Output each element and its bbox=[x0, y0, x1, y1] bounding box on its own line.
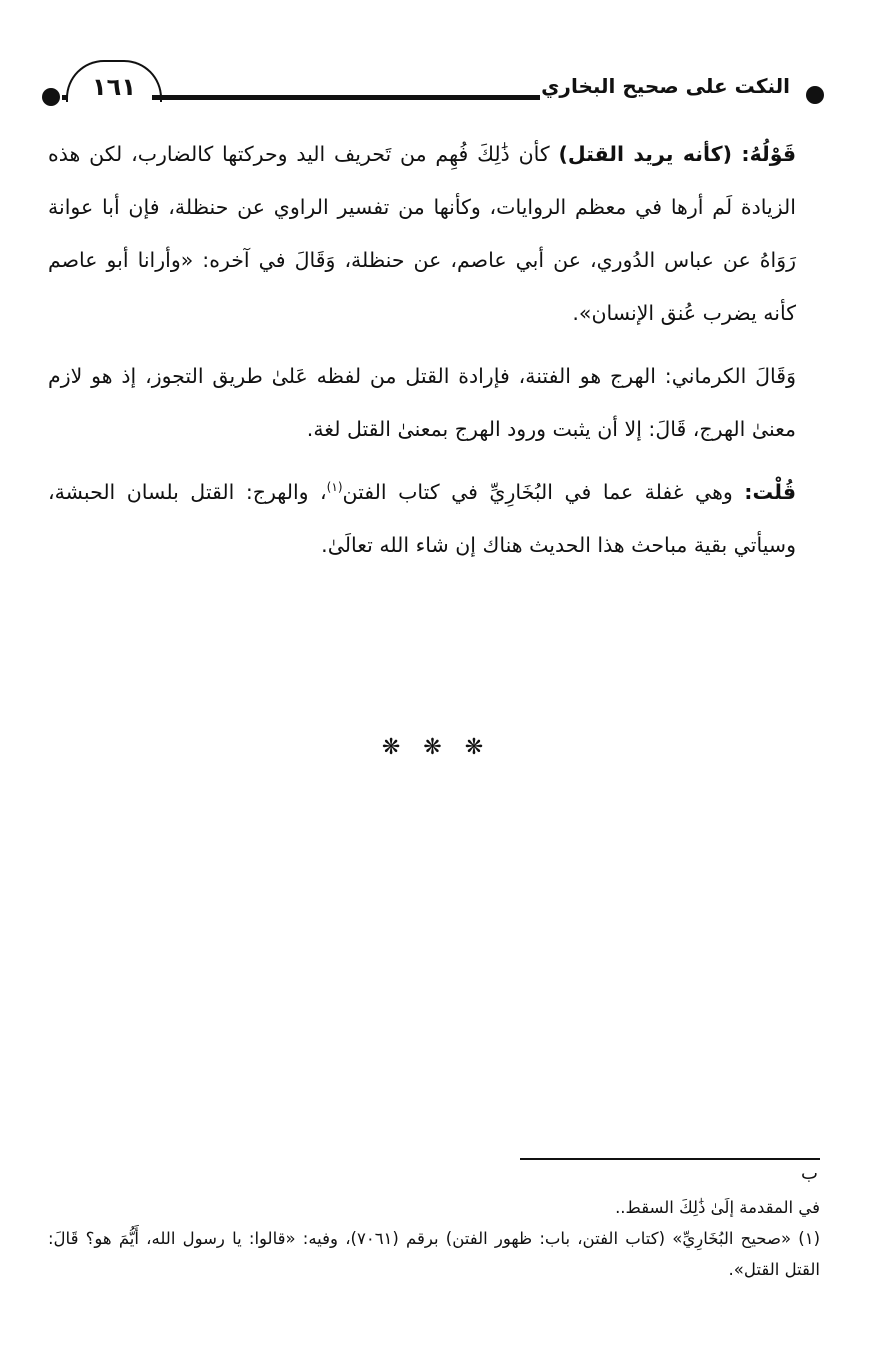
paragraph-2 bbox=[48, 350, 820, 456]
footnotes bbox=[48, 1192, 820, 1285]
main-text bbox=[48, 128, 820, 582]
header-dot-left bbox=[42, 88, 60, 106]
paragraph-3 bbox=[48, 466, 820, 572]
paragraph-3-lead: قُلْت: bbox=[744, 480, 796, 504]
paragraph-1-text: كأن ذَٰلِكَ فُهِم من تَحريف اليد وحركتها كالضارب، لكن هذه الزيادة لَم أرها في معظم الروايات، وكأنها من تفسير الراوي عن حنظلة، فإن أبا عوانة رَوَاهُ عن عباس الدُوري، عن أبي عاصم، عن حنظلة، وَقَالَ في آخره: «وأرانا أبو عاصم كأنه يضرب عُنق الإنسان». bbox=[48, 142, 796, 325]
header-dot-right bbox=[806, 86, 824, 104]
paragraph-1-lead: قَوْلُهُ: (كأنه يريد القتل) bbox=[558, 142, 797, 166]
footnote-rule bbox=[520, 1158, 820, 1160]
paragraph-1 bbox=[48, 128, 820, 340]
footnote-continuation: في المقدمة إلَىٰ ذَٰلِكَ السقط.. bbox=[615, 1198, 820, 1217]
page-number: ١٦١ bbox=[92, 73, 136, 101]
footnote-1: (١) «صحيح البُخَارِيِّ» (كتاب الفتن، باب: ظهور الفتن) برقم (٧٠٦١)، وفيه: «قالوا: يا رسول الله، أَيُّمَ هو؟ قَالَ: القتل القتل». bbox=[48, 1229, 820, 1279]
running-title: النكت على صحيح البخاري bbox=[541, 74, 790, 98]
footnote-ref-1[interactable]: (١) bbox=[326, 480, 343, 495]
header-rule bbox=[152, 95, 540, 100]
footnote-marker: ب bbox=[801, 1163, 818, 1184]
paragraph-3-text-b: ، والهرج: القتل بلسان الحبشة، وسيأتي بقية مباحث هذا الحديث هناك إن شاء الله تعالَىٰ. bbox=[48, 480, 796, 557]
paragraph-3-text-a: وهي غفلة عما في البُخَارِيِّ في كتاب الفتن bbox=[342, 480, 745, 504]
section-separator: ❋ ❋ ❋ bbox=[381, 735, 492, 760]
page-number-tab bbox=[66, 60, 162, 102]
paragraph-2-text: وَقَالَ الكرماني: الهرج هو الفتنة، فإرادة القتل من لفظه عَلىٰ طريق التجوز، إذ هو لازم معنىٰ الهرج، قَالَ: إلا أن يثبت ورود الهرج بمعنىٰ القتل لغة. bbox=[48, 364, 796, 441]
page-header bbox=[40, 58, 840, 118]
